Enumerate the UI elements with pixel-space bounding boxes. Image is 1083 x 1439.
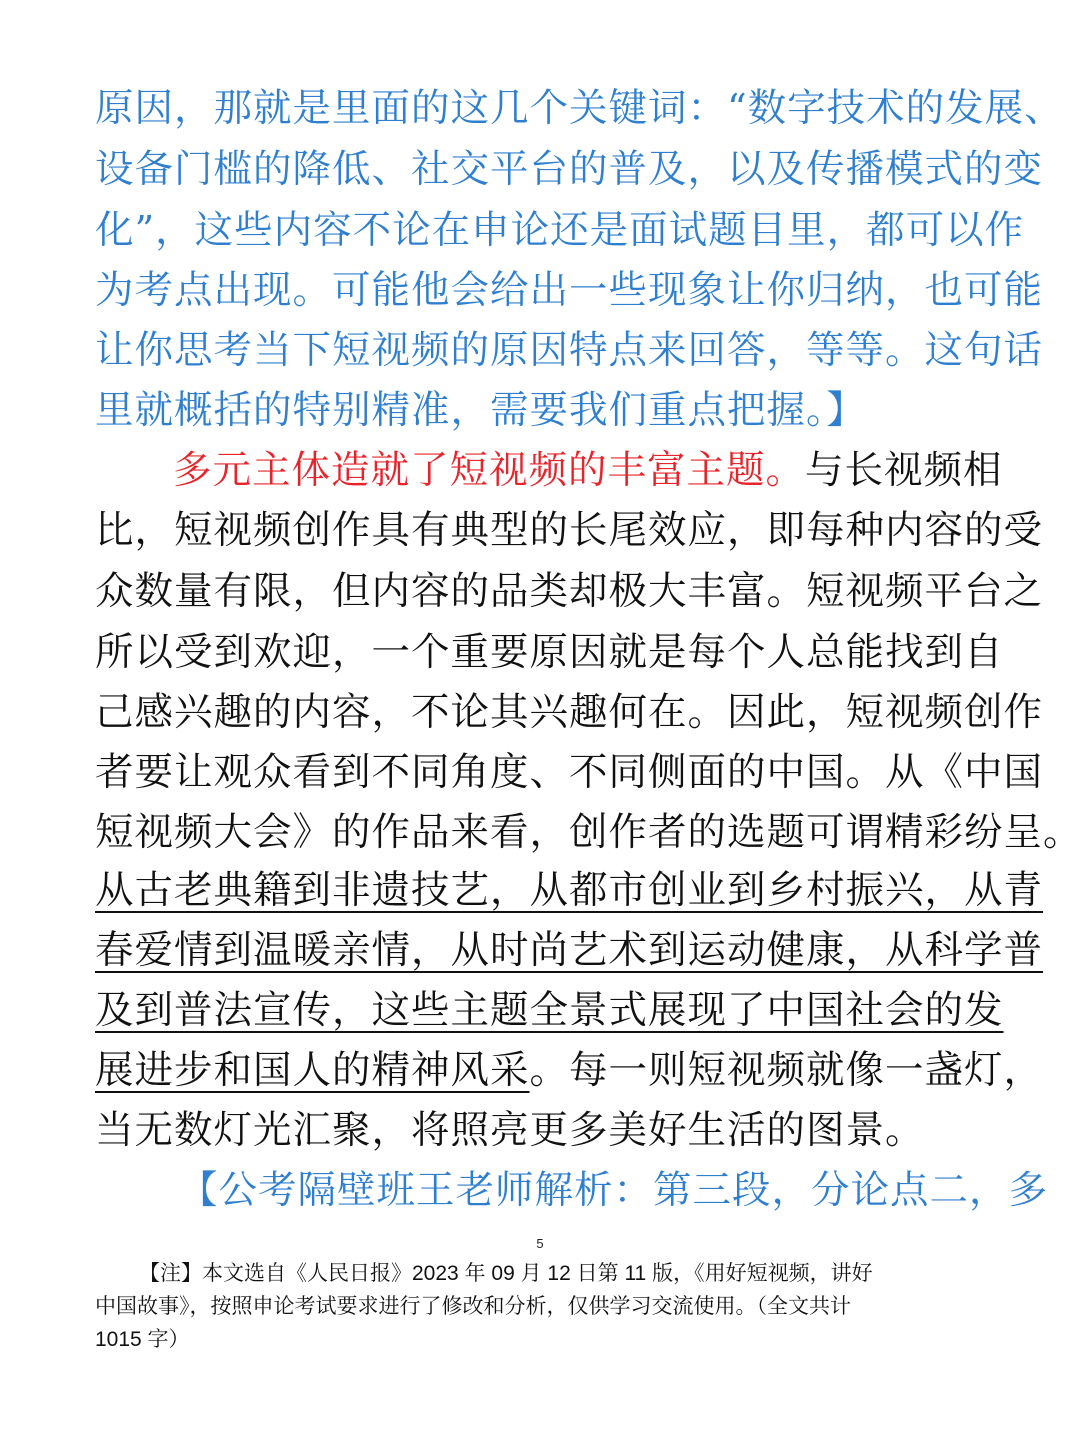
analysis-line: 设备门槛的降低、社交平台的普及，以及传播模式的变: [95, 147, 1044, 192]
footnote-line: 【注】本文选自《人民日报》2023 年 09 月 12 日第 11 版，《用好短视频，讲好: [139, 1262, 873, 1285]
paragraph-line: 者要让观众看到不同角度、不同侧面的中国。从《中国: [95, 750, 1044, 795]
analysis-line: 为考点出现。可能他会给出一些现象让你归纳，也可能: [95, 268, 1044, 313]
analysis-heading: 【公考隔壁班王老师解析：第三段，分论点二，多: [179, 1168, 1049, 1213]
paragraph-line: 众数量有限，但内容的品类却极大丰富。短视频平台之: [95, 569, 1044, 614]
paragraph-line: 短视频大会》的作品来看，创作者的选题可谓精彩纷呈。: [95, 810, 1083, 855]
analysis-line: 里就概括的特别精准，需要我们重点把握。】: [95, 388, 866, 433]
footnote-line: 中国故事》，按照申论考试要求进行了修改和分析，仅供学习交流使用。（全文共计: [95, 1295, 851, 1318]
analysis-line: 原因，那就是里面的这几个关键词：“数字技术的发展、: [95, 86, 1064, 131]
paragraph-text: 与长视频相: [805, 448, 1003, 493]
analysis-line: 让你思考当下短视频的原因特点来回答，等等。这句话: [95, 328, 1044, 373]
footnote-line: 1015 字）: [95, 1328, 190, 1351]
paragraph-line: 当无数灯光汇聚，将照亮更多美好生活的图景。: [95, 1108, 925, 1153]
page-number: 5: [536, 1236, 544, 1251]
analysis-line: 化”，这些内容不论在申论还是面试题目里，都可以作: [95, 208, 1025, 253]
paragraph-line: 所以受到欢迎，一个重要原因就是每个人总能找到自: [95, 630, 1004, 675]
underlined-line: 及到普法宣传，这些主题全景式展现了中国社会的发: [95, 988, 1004, 1033]
underlined-line: 春爱情到温暖亲情，从时尚艺术到运动健康，从科学普: [95, 928, 1044, 973]
paragraph-line: [95, 1042, 1044, 1100]
paragraph-line: 比，短视频创作具有典型的长尾效应，即每种内容的受: [95, 508, 1044, 553]
paragraph-text: 。每一则短视频就像一盏灯，: [529, 1048, 1044, 1093]
thesis-sentence: 多元主体造就了短视频的丰富主题。: [173, 448, 806, 493]
underlined-phrase: 展进步和国人的精神风采: [95, 1048, 530, 1093]
paragraph-first-line: [95, 442, 1003, 500]
paragraph-line: 己感兴趣的内容，不论其兴趣何在。因此，短视频创作: [95, 690, 1044, 735]
underlined-line: 从古老典籍到非遗技艺，从都市创业到乡村振兴，从青: [95, 868, 1044, 913]
